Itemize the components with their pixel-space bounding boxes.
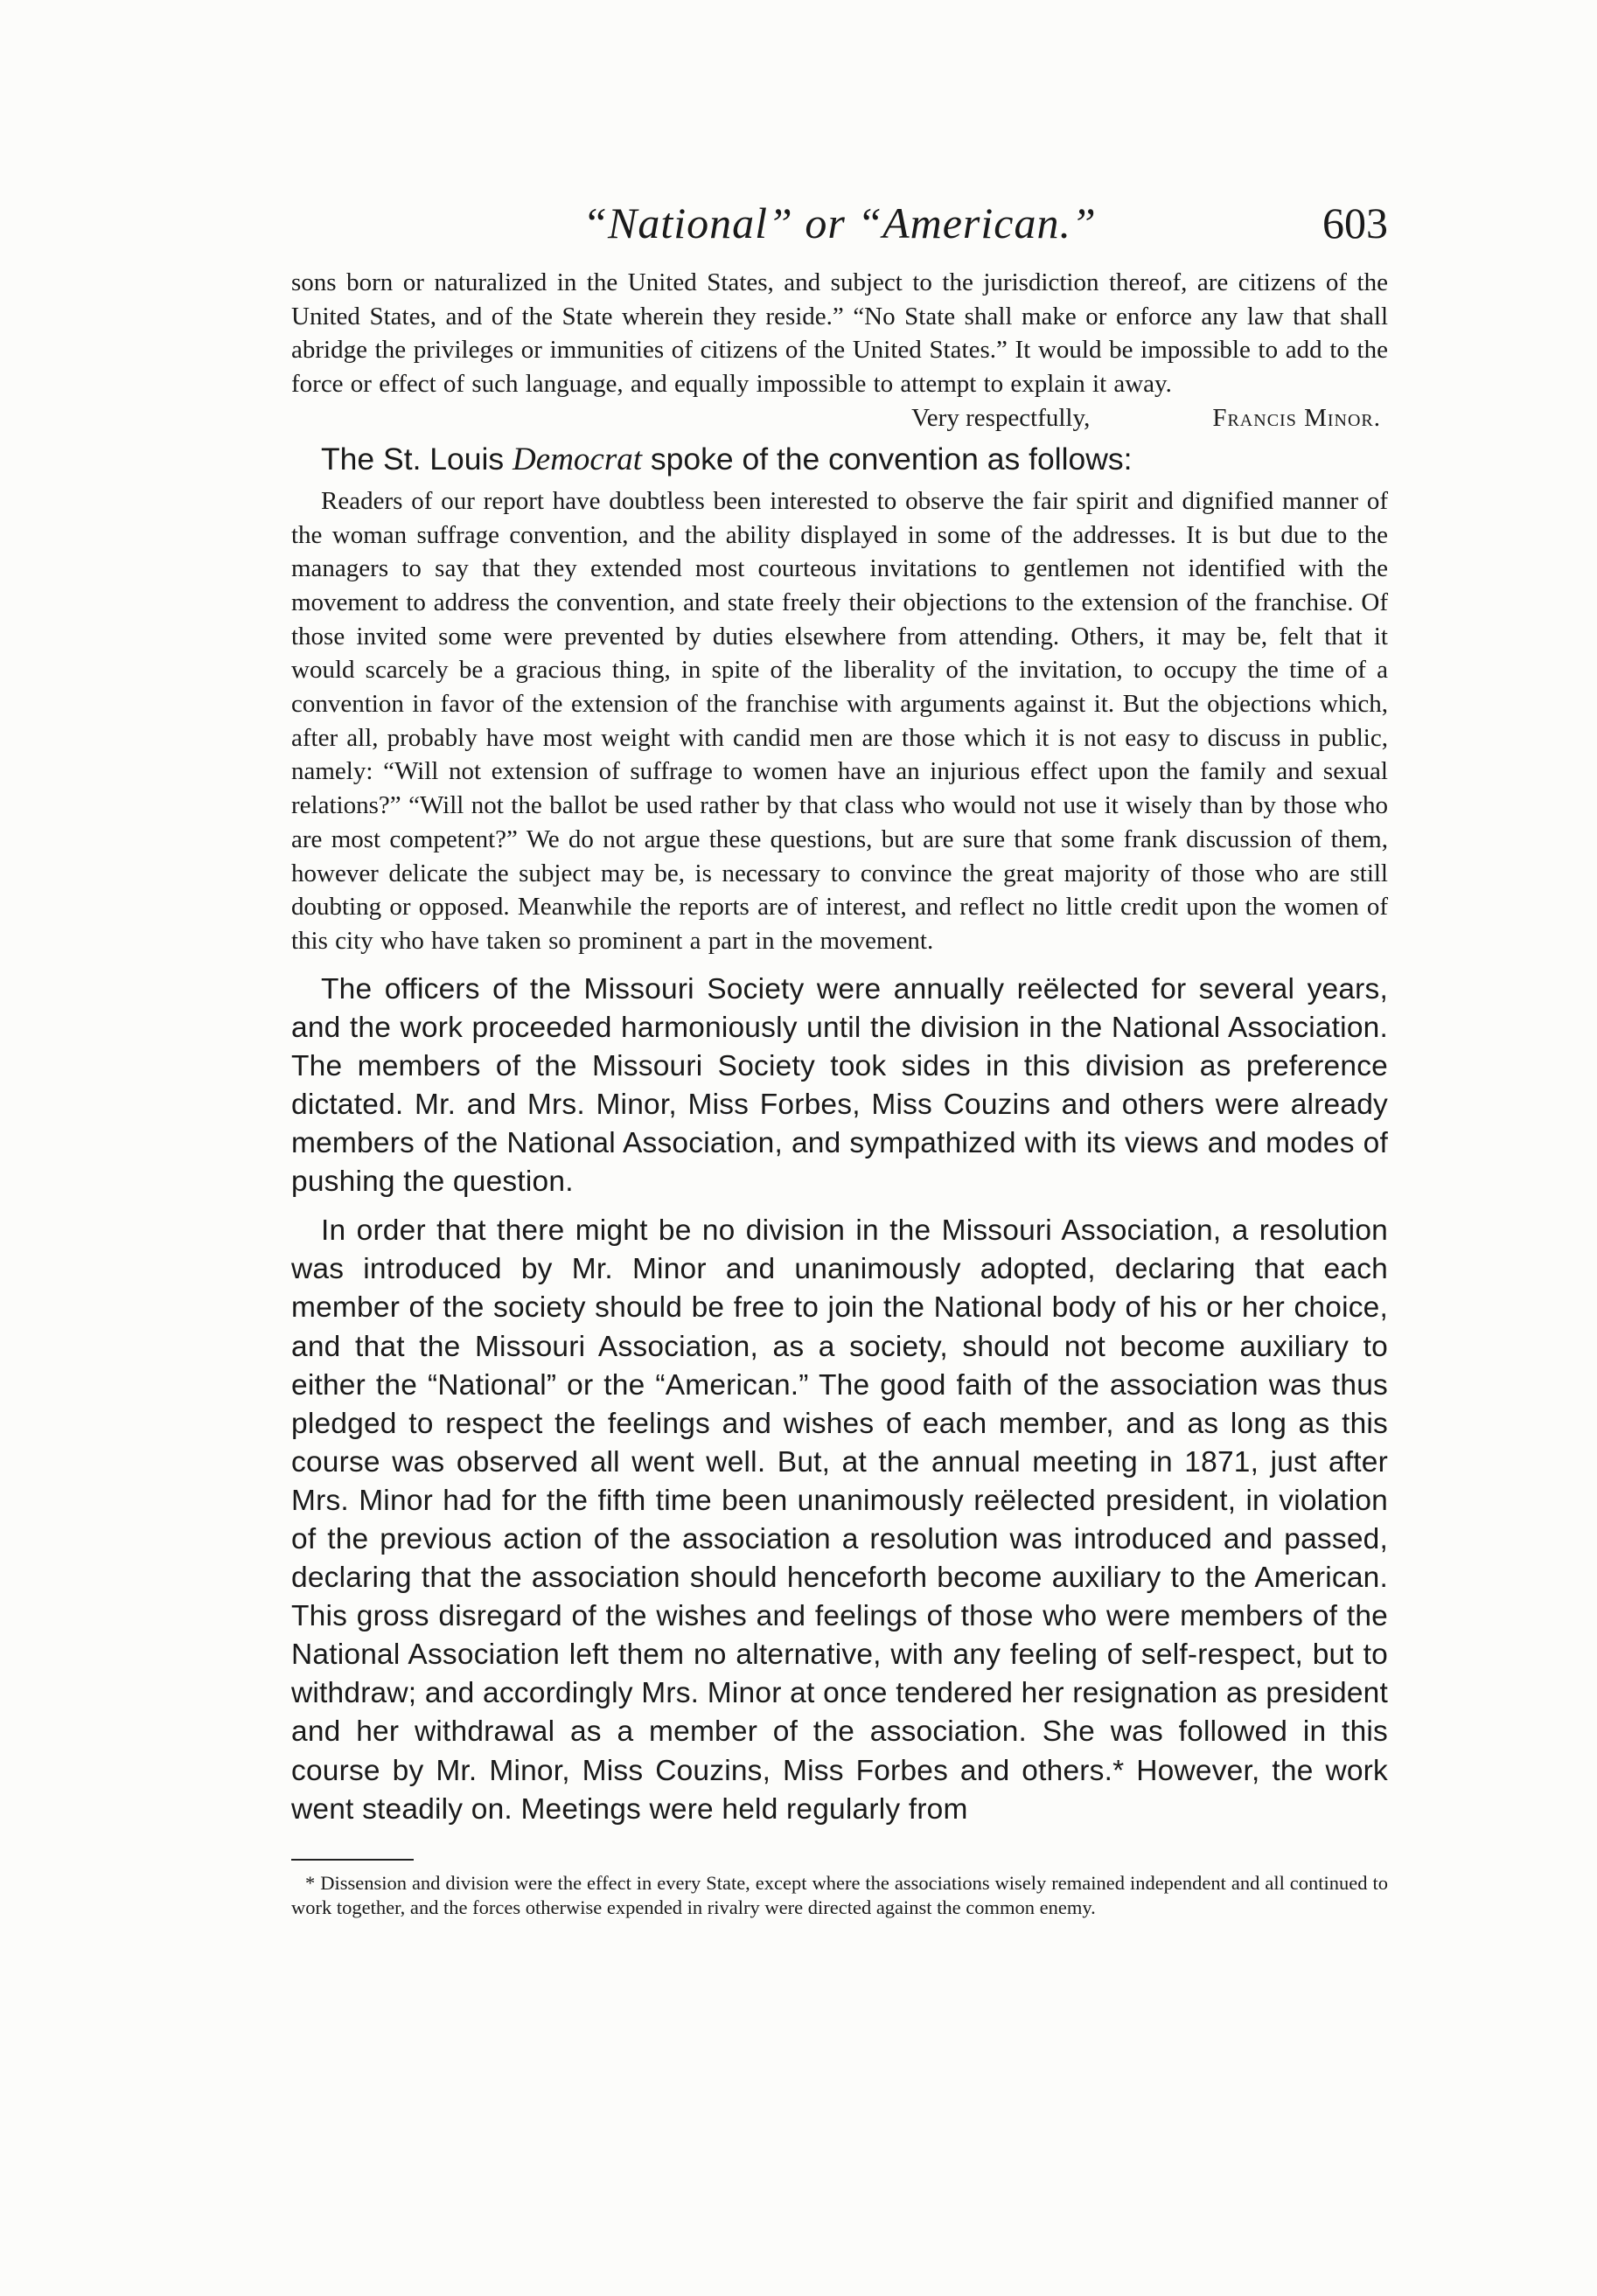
running-title: “National” or “American.” — [582, 198, 1097, 247]
signature-closing: Very respectfully, — [911, 403, 1091, 432]
newspaper-name: Democrat — [513, 441, 643, 477]
book-page — [291, 189, 1388, 1920]
newspaper-lead-in — [321, 440, 1388, 479]
body-paragraph-1: The officers of the Missouri Society were annually reëlected for several years, and the work proceeded harmoniously until the division in the National Association. The members of the Missouri Society took sides in this division as preference dictated. Mr. and Mrs. Minor, Miss Forbes, Miss Couzins and others were already members of the National Association, and sympathized with its views and modes of pushing the question. — [291, 972, 1388, 1199]
continuation-paragraph: sons born or naturalized in the United States, and subject to the jurisdiction thereof, are citizens of the United States, and of the State wherein they reside.” “No State shall make or enforce any law that shall abridge the privileges or immunities of citizens of the United States.” It would be impossible to add to the force or effect of such language, and equally impossible to attempt to explain it away. — [291, 268, 1388, 399]
lead-in-after: spoke of the convention as follows: — [642, 441, 1133, 477]
signature-name: Francis Minor. — [1212, 403, 1381, 432]
newspaper-quotation: Readers of our report have doubtless been interested to observe the fair spirit and dignified manner of the woman suffrage convention, and the ability displayed in some of the addresses. It is but due to the managers to say that they extended most courteous invitations to gentlemen not identified with the movement to address the convention, and state freely their objections to the extension of the franchise. Of those invited some were prevented by duties elsewhere from attending. Others, it may be, felt that it would scarcely be a gracious thing, in spite of the liberality of the invitation, to occupy the time of a convention in favor of the extension of the franchise with arguments against it. But the objections which, after all, probably have most weight with candid men are those which it is not easy to discuss in public, namely: “Will not extension of suffrage to women have an injurious effect upon the family and sexual relations?” “Will not the ballot be used rather by that class who would not use it wisely than by those who are most competent?” We do not argue these questions, but are sure that some frank discussion of them, however delicate the subject may be, is necessary to convince the great majority of those who are still doubting or opposed. Meanwhile the reports are of interest, and reflect no little credit upon the women of this city who have taken so prominent a part in the movement. — [291, 486, 1388, 955]
signature — [291, 401, 1388, 435]
page-number: 603 — [1322, 198, 1388, 247]
page-header — [291, 189, 1388, 266]
footnote: * Dissension and division were the effect in every State, except where the associations wisely remained independent and all continued to work together, and the forces otherwise expended in rivalry were directed against the common enemy. — [291, 1871, 1388, 1918]
lead-in-before: The St. Louis — [321, 441, 513, 477]
body-paragraph-2: In order that there might be no division in the Missouri Association, a resolution was introduced by Mr. Minor and unanimously adopted, declaring that each member of the society should be free to join the National body of his or her choice, and that the Missouri Association, as a society, should not become auxiliary to either the “National” or the “American.” The good faith of the association was thus pledged to respect the feelings and wishes of each member, and as long as this course was observed all went well. But, at the annual meeting in 1871, just after Mrs. Minor had for the fifth time been unanimously reëlected president, in violation of the previous action of the association a resolution was introduced and passed, declaring that the association should henceforth become auxiliary to the American. This gross disregard of the wishes and feelings of those who were members of the National Association left them no alternative, with any feeling of self-respect, but to withdraw; and accordingly Mrs. Minor at once tendered her resignation as president and her withdrawal as a member of the association. She was followed in this course by Mr. Minor, Miss Couzins, Miss Forbes and others.* However, the work went steadily on. Meetings were held regularly from — [291, 1214, 1388, 1826]
footnote-divider — [291, 1859, 414, 1861]
